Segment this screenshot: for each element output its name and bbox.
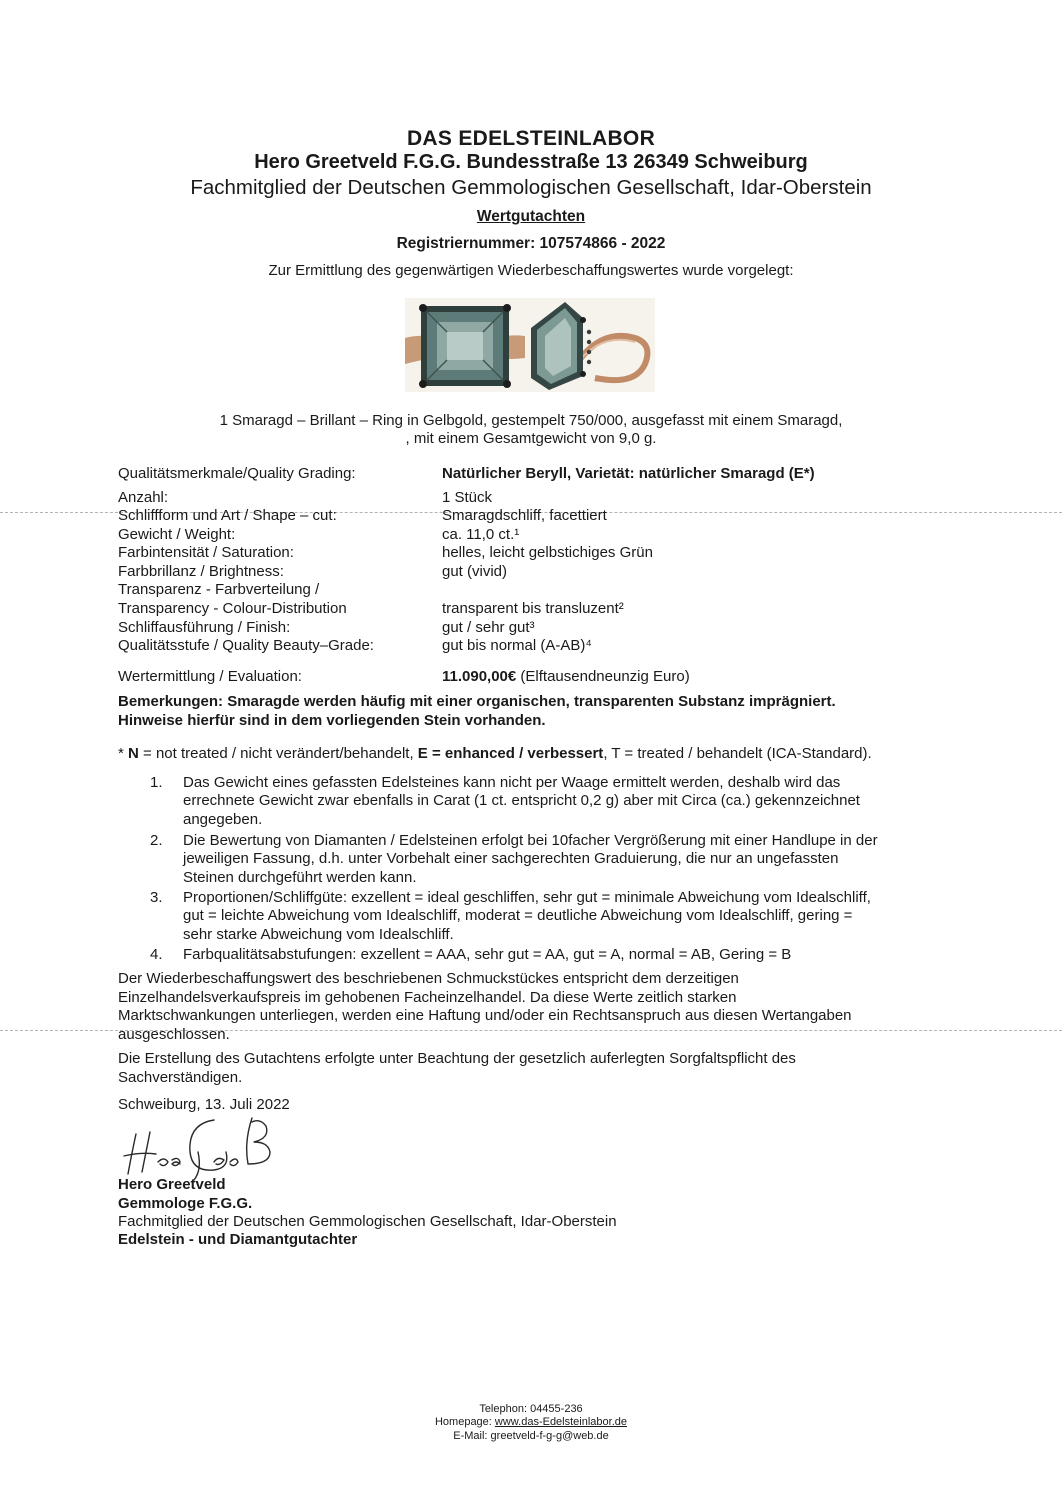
signer-title: Gemmologe F.G.G. — [118, 1195, 253, 1212]
remarks-line2: Hinweise hierfür sind in dem vorliegenden Stein vorhanden. — [118, 712, 546, 729]
grading-value: gut / sehr gut³ — [442, 619, 535, 636]
document-type: Wertgutachten — [476, 208, 586, 225]
footnote-line: Die Bewertung von Diamanten / Edelsteinen erfolgt bei 10facher Vergrößerung mit einer Handlupe in der — [183, 832, 878, 849]
paragraph-line: ausgeschlossen. — [118, 1025, 230, 1043]
footnote-number: 3. — [150, 889, 163, 906]
footnote-line: jeweiligen Fassung, d.h. unter Vorbehalt einer sachgerechten Graduierung, die nur an ungefassten — [183, 850, 839, 868]
grading-value: ca. 11,0 ct.¹ — [442, 526, 520, 543]
legend-e-text: E = enhanced / verbessert — [417, 745, 604, 762]
homepage-label: Homepage: — [434, 1416, 495, 1428]
treatment-legend — [118, 745, 872, 762]
lab-address: Hero Greetveld F.G.G. Bundesstraße 13 26349 Schweiburg — [254, 151, 808, 173]
grading-value: Natürlicher Beryll, Varietät: natürlicher Smaragd (E*) — [442, 465, 815, 482]
paragraph-line: Einzelhandelsverkaufspreis im gehobenen Facheinzelhandel. Da diese Werte zeitlich starken — [118, 988, 737, 1006]
grading-value: transparent bis transluzent² — [442, 600, 624, 617]
grading-label: Schliffform und Art / Shape – cut: — [118, 507, 337, 524]
grading-value: gut (vivid) — [442, 563, 508, 580]
grading-label: Farbintensität / Saturation: — [118, 544, 294, 561]
grading-label: Transparency - Colour-Distribution — [118, 600, 347, 617]
footnote-text — [183, 889, 871, 944]
footer-phone: Telephon: 04455-236 — [479, 1403, 583, 1415]
homepage-link[interactable]: www.das-Edelsteinlabor.de — [494, 1416, 627, 1428]
footnote-line: gut = leichte Abweichung vom Idealschliff, moderat = deutliche Abweichung vom Idealschliff, gering = — [183, 907, 853, 925]
grading-value: gut bis normal (A-AB)⁴ — [442, 637, 592, 654]
signer-membership: Fachmitglied der Deutschen Gemmologischen Gesellschaft, Idar-Oberstein — [118, 1213, 617, 1230]
footer-email: E-Mail: greetveld-f-g-g@web.de — [453, 1430, 609, 1442]
evaluation-label: Wertermittlung / Evaluation: — [118, 668, 302, 685]
grading-label: Qualitätsmerkmale/Quality Grading: — [118, 465, 356, 482]
disclaimer-paragraph — [118, 970, 852, 1044]
legend-t-text: , T = treated / behandelt (ICA-Standard). — [603, 745, 872, 762]
footnote-line: Das Gewicht eines gefassten Edelsteines kann nicht per Waage ermittelt werden, deshalb wird das — [183, 774, 841, 791]
footnote-text — [183, 832, 878, 887]
handwritten-signature — [118, 1112, 288, 1182]
footnote-line: angegeben. — [183, 810, 263, 828]
place-date: Schweiburg, 13. Juli 2022 — [118, 1096, 290, 1113]
grading-label: Farbbrillanz / Brightness: — [118, 563, 284, 580]
evaluation-words: (Elftausendneunzig Euro) — [516, 668, 690, 685]
evaluation-amount: 11.090,00€ — [442, 668, 517, 685]
grading-value: 1 Stück — [442, 489, 493, 506]
diligence-paragraph — [118, 1050, 796, 1087]
footnote-number: 4. — [150, 946, 163, 963]
footnote-text — [183, 946, 791, 964]
remarks-line1: Bemerkungen: Smaragde werden häufig mit einer organischen, transparenten Substanz imprägniert. — [118, 693, 836, 710]
footnote-line: Farbqualitätsabstufungen: exzellent = AAA, sehr gut = AA, gut = A, normal = AB, Gering = B — [183, 946, 792, 963]
legend-n-text: = not treated / nicht verändert/behandelt, — [138, 745, 418, 762]
item-description-line1: 1 Smaragd – Brillant – Ring in Gelbgold, gestempelt 750/000, ausgefasst mit einem Smaragd, — [219, 412, 843, 429]
grading-label: Transparenz - Farbverteilung / — [118, 581, 320, 598]
intro-text: Zur Ermittlung des gegenwärtigen Wiederbeschaffungswertes wurde vorgelegt: — [268, 262, 794, 279]
evaluation-value — [442, 668, 690, 685]
signer-role: Edelstein - und Diamantgutachter — [118, 1231, 358, 1248]
signer-name: Hero Greetveld — [118, 1176, 226, 1193]
registration-number: Registriernummer: 107574866 - 2022 — [396, 235, 666, 252]
footnote-number: 1. — [150, 774, 163, 791]
footnote-line: Proportionen/Schliffgüte: exzellent = ideal geschliffen, sehr gut = minimale Abweichung vom Idealschliff, — [183, 889, 871, 906]
paragraph-line: Marktschwankungen unterliegen, werden eine Haftung und/oder ein Rechtsanspruch aus diesen Wertangaben — [118, 1007, 852, 1024]
lab-membership: Fachmitglied der Deutschen Gemmologischen Gesellschaft, Idar-Oberstein — [190, 176, 872, 199]
paragraph-line: Sachverständigen. — [118, 1068, 243, 1086]
grading-label: Gewicht / Weight: — [118, 526, 236, 543]
footnote-text — [183, 774, 860, 829]
footnote-line: sehr starke Abweichung vom Idealschliff. — [183, 925, 454, 943]
ring-photo-top — [405, 298, 525, 392]
footer-homepage — [0, 1416, 1062, 1429]
paragraph-line: Der Wiederbeschaffungswert des beschriebenen Schmuckstückes entspricht dem derzeitigen — [118, 970, 739, 987]
grading-value: Smaragdschliff, facettiert — [442, 507, 607, 524]
grading-label: Schliffausführung / Finish: — [118, 619, 291, 636]
legend-prefix: * — [118, 745, 129, 762]
grading-label: Qualitätsstufe / Quality Beauty–Grade: — [118, 637, 374, 654]
footnote-number: 2. — [150, 832, 163, 849]
footnote-line: Steinen durchgeführt werden kann. — [183, 868, 417, 886]
item-description-line2: , mit einem Gesamtgewicht von 9,0 g. — [405, 430, 657, 447]
paragraph-line: Die Erstellung des Gutachtens erfolgte unter Beachtung der gesetzlich auferlegten Sorgfaltspflicht des — [118, 1050, 796, 1067]
ring-photo-side — [525, 298, 655, 392]
lab-name: DAS EDELSTEINLABOR — [406, 127, 656, 150]
legend-n-key: N — [128, 745, 139, 762]
grading-value: helles, leicht gelbstichiges Grün — [442, 544, 653, 561]
grading-label: Anzahl: — [118, 489, 169, 506]
footnote-line: errechnete Gewicht zwar ebenfalls in Carat (1 ct. entspricht 0,2 g) aber mit Circa (ca.) gekennzeichnet — [183, 792, 860, 810]
